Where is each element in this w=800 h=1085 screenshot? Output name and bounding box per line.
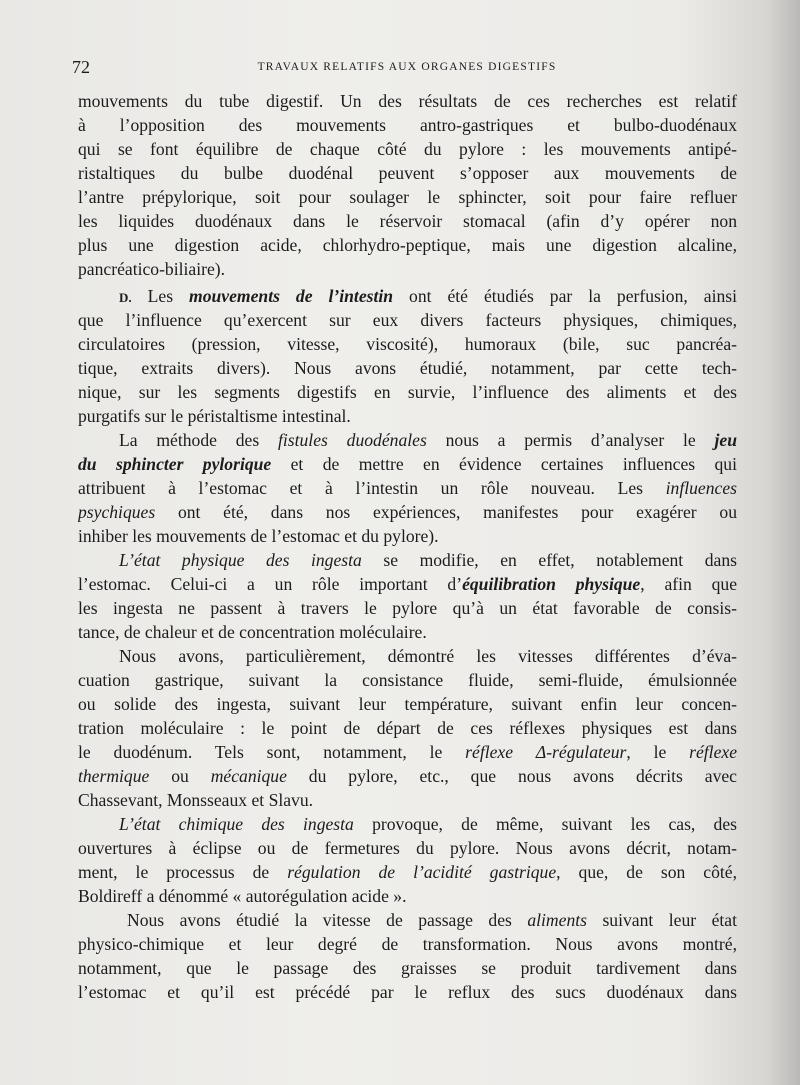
emphasis-text: L’état chimique des ingesta: [119, 814, 354, 834]
text-line: l’antre prépylorique, soit pour soulager le sphincter, soit pour faire refluer: [78, 187, 737, 207]
text-span: Nous avons étudié la vitesse de passage des: [127, 910, 528, 930]
emphasis-text: psychiques: [78, 502, 156, 522]
text-line: [78, 476, 737, 500]
text-line: qui se font équilibre de chaque côté du pylore : les mouvements antipé-: [78, 139, 737, 159]
text-line: mouvements du tube digestif. Un des résultats de ces recherches est relatif: [78, 91, 737, 111]
emphasis-text: influences: [665, 478, 737, 498]
text-line: [78, 548, 737, 572]
emphasis-text: aliments: [527, 910, 587, 930]
text-line: les ingesta ne passent à travers le pylore qu’à un état favorable de consis-: [78, 598, 737, 618]
emphasis-text: L’état physique des ingesta: [119, 550, 362, 570]
page-number: 72: [72, 57, 90, 77]
section-marker: D.: [119, 290, 132, 305]
text-span: ou: [149, 766, 211, 786]
text-span: ment, le processus de: [78, 862, 288, 882]
text-line: [78, 740, 737, 764]
text-span: le duodénum. Tels sont, notamment, le: [78, 742, 466, 762]
emphasis-text: équilibration physique: [462, 574, 641, 594]
emphasis-text: mouvements de l’intestin: [189, 286, 394, 306]
text-line: inhiber les mouvements de l’estomac et du pylore).: [78, 526, 439, 546]
text-line: nique, sur les segments digestifs en survie, l’influence des aliments et des: [78, 382, 737, 402]
text-span: et de mettre en évidence certaines influences qui: [271, 454, 737, 474]
emphasis-text: réflexe Δ-régulateur: [465, 742, 627, 762]
text-line: plus une digestion acide, chlorhydro-peptique, mais une digestion alcaline,: [78, 235, 737, 255]
page-header: [72, 57, 742, 81]
text-line: [78, 452, 737, 476]
emphasis-text: mécanique: [210, 766, 287, 786]
text-line: Nous avons, particulièrement, démontré les vitesses différentes d’éva-: [119, 646, 737, 666]
emphasis-text: jeu: [714, 430, 737, 450]
text-line: l’estomac et qu’il est précédé par le reflux des sucs duodénaux dans: [78, 982, 737, 1002]
text-line: que l’influence qu’exercent sur eux divers facteurs physiques, chimiques,: [78, 310, 737, 330]
text-span: se modifie, en effet, notablement dans: [361, 550, 737, 570]
text-line: pancréatico-biliaire).: [78, 259, 226, 279]
text-line: [78, 572, 737, 596]
emphasis-text: du sphincter pylorique: [78, 454, 272, 474]
text-span: ont été, dans nos expériences, manifestes pour exagérer ou: [155, 502, 737, 522]
text-line: [78, 908, 737, 932]
text-line: ou solide des ingesta, suivant leur température, suivant enfin leur concen-: [78, 694, 737, 714]
emphasis-text: régulation de l’acidité gastrique: [287, 862, 557, 882]
text-span: attribuent à l’estomac et à l’intestin un rôle nouveau. Les: [78, 478, 666, 498]
text-line: ouvertures à éclipse ou de fermetures du pylore. Nous avons décrit, notam-: [78, 838, 737, 858]
text-span: nous a permis d’analyser le: [426, 430, 715, 450]
text-line: [78, 284, 737, 308]
emphasis-text: thermique: [78, 766, 150, 786]
text-line: notamment, que le passage des graisses se produit tardivement dans: [78, 958, 737, 978]
text-line: [78, 500, 737, 524]
text-span: Les: [147, 286, 190, 306]
emphasis-text: réflexe: [689, 742, 737, 762]
text-line: les liquides duodénaux dans le réservoir stomacal (afin d’y opérer non: [78, 211, 737, 231]
text-span: suivant leur état: [586, 910, 737, 930]
text-span: l’estomac. Celui-ci a un rôle important d’: [78, 574, 463, 594]
text-span: , afin que: [640, 574, 737, 594]
running-title: TRAVAUX RELATIFS AUX ORGANES DIGESTIFS: [257, 61, 557, 73]
text-line: ristaltiques du bulbe duodénal peuvent s’opposer aux mouvements de: [78, 163, 737, 183]
text-span: La méthode des: [119, 430, 278, 450]
text-span: , que, de son côté,: [556, 862, 737, 882]
text-line: tration moléculaire : le point de départ de ces réflexes physiques est dans: [78, 718, 737, 738]
text-line: [78, 764, 737, 788]
text-span: du pylore, etc., que nous avons décrits avec: [286, 766, 737, 786]
text-span: ont été étudiés par la perfusion, ainsi: [393, 286, 737, 306]
text-line: [78, 428, 737, 452]
text-line: Boldireff a dénommé « autorégulation acide ».: [78, 886, 407, 906]
text-span: provoque, de même, suivant les cas, des: [353, 814, 737, 834]
text-line: physico-chimique et leur degré de transformation. Nous avons montré,: [78, 934, 737, 954]
text-line: purgatifs sur le péristaltisme intestinal.: [78, 406, 351, 426]
text-span: , le: [626, 742, 690, 762]
text-line: tance, de chaleur et de concentration moléculaire.: [78, 622, 427, 642]
text-line: [78, 860, 737, 884]
text-line: à l’opposition des mouvements antro-gastriques et bulbo-duodénaux: [78, 115, 737, 135]
emphasis-text: fistules duodénales: [278, 430, 427, 450]
text-line: cuation gastrique, suivant la consistance fluide, semi-fluide, émulsionnée: [78, 670, 737, 690]
text-line: Chassevant, Monsseaux et Slavu.: [78, 790, 314, 810]
text-line: tique, extraits divers). Nous avons étudié, notamment, par cette tech-: [78, 358, 737, 378]
text-line: circulatoires (pression, vitesse, viscosité), humoraux (bile, suc pancréa-: [78, 334, 737, 354]
body-text: [78, 89, 737, 1004]
text-line: [78, 812, 737, 836]
